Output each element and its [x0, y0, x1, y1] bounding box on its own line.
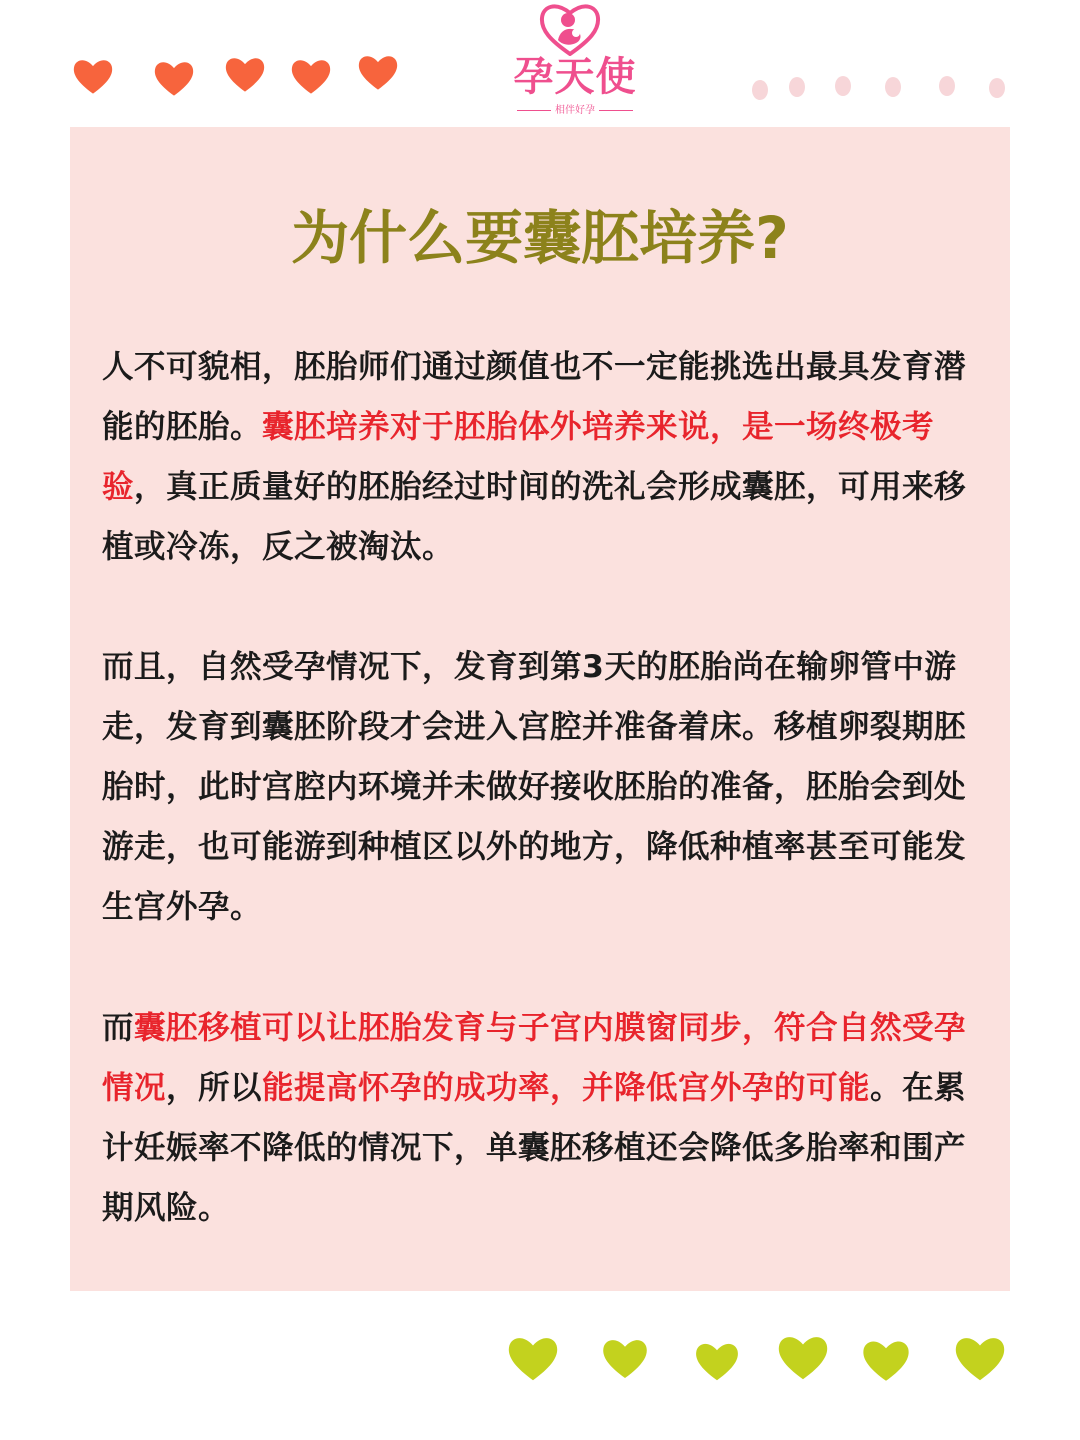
brand-slogan-text: 相伴好孕 [555, 105, 595, 116]
brand-logo [490, 0, 660, 125]
paragraph-3-text: ，所以 [166, 1070, 263, 1106]
heart-icon [600, 1335, 650, 1381]
heart-icon [775, 1332, 831, 1382]
dot [789, 77, 805, 97]
dot [752, 80, 768, 100]
heart-icon [223, 52, 267, 96]
mother-baby-heart-icon [538, 0, 602, 56]
heart-icon [289, 54, 333, 98]
paragraph-3-highlight: 囊胚移植可以让胚胎发育与子宫内膜窗同步，符合自然受孕情况 [102, 1010, 967, 1106]
paragraph-1 [102, 337, 984, 577]
brand-name: 孕天使 [513, 54, 637, 100]
heart-icon [860, 1336, 912, 1384]
dot [885, 77, 901, 97]
paragraph-3-text: 。在累计妊娠率不降低的情况下，单囊胚移植还会降低多胎率和围产期风险。 [102, 1070, 967, 1226]
heart-icon [71, 54, 115, 98]
heart-icon [693, 1338, 741, 1384]
decorative-dots [745, 72, 1015, 102]
paragraph-2-text: 而且，自然受孕情况下，发育到第3天的胚胎尚在输卵管中游走，发育到囊胚阶段才会进入宫腔并准备着床。移植卵裂期胚胎时，此时宫腔内环境并未做好接收胚胎的准备，胚胎会到处游走，也可能游到种植区以外的地方，降低种植率甚至可能发生宫外孕。 [102, 649, 967, 925]
brand-slogan [500, 104, 650, 118]
paragraph-1-text: 人不可貌相，胚胎师们通过颜值也不一定能挑选出最具发育潜能的胚胎。 [102, 349, 967, 445]
paragraph-3-text: 而 [102, 1010, 135, 1046]
heart-icon [505, 1333, 561, 1383]
paragraph-3-highlight: 能提高怀孕的成功率，并降低宫外孕的可能 [262, 1070, 871, 1106]
dot [939, 76, 955, 96]
heart-icon [152, 56, 196, 100]
paragraph-2 [102, 637, 984, 937]
heart-icon [356, 50, 400, 94]
dot [989, 78, 1005, 98]
article-title: 为什么要囊胚培养? [291, 204, 789, 272]
paragraph-1-highlight: 囊胚培养对于胚胎体外培养来说，是一场终极考验 [102, 409, 935, 505]
paragraph-1-text: ，真正质量好的胚胎经过时间的洗礼会形成囊胚，可用来移植或冷冻，反之被淘汰。 [102, 469, 967, 565]
heart-icon [952, 1333, 1008, 1383]
dot [835, 76, 851, 96]
paragraph-3 [102, 998, 984, 1238]
